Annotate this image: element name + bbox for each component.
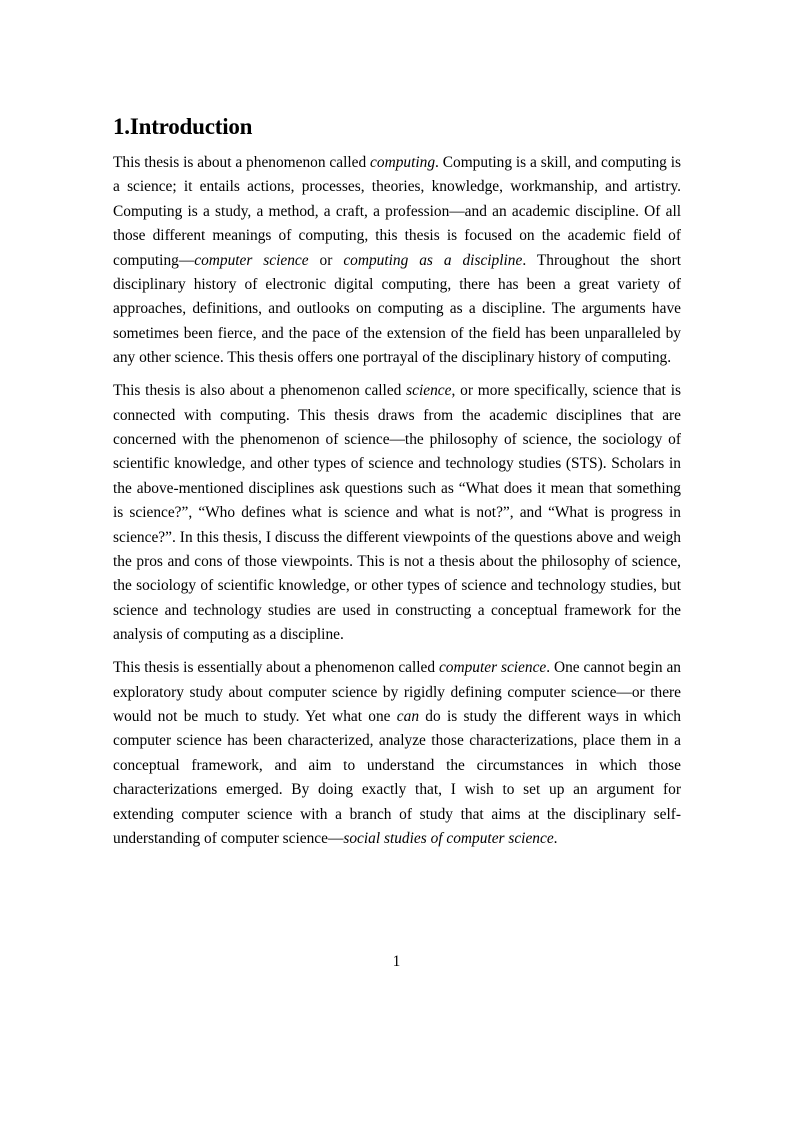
- text-segment: . One cannot begin an exploratory study about computer science by rigidly defining computer science—or there would not be much to study. Yet what one: [113, 659, 681, 725]
- page-body: [113, 113, 681, 860]
- text-segment: . Computing is a skill, and computing is a science; it entails actions, processes, theories, knowledge, workmanship, and artistry. Computing is a study, a method, a craft, a profession—and an academic discipline. Of all those different meanings of computing, this thesis is focused on the academic field of computing—: [113, 154, 682, 269]
- text-segment: or: [308, 251, 344, 269]
- text-segment: This thesis is also about a phenomenon called: [113, 382, 407, 400]
- italic-term: social studies of computer science: [343, 829, 554, 847]
- paragraph-computing: [113, 151, 681, 371]
- text-segment: . Throughout the short disciplinary history of electronic digital computing, there has been a great variety of approaches, definitions, and outlooks on computing as a discipline. The arguments have sometimes been fierce, and the pace of the extension of the field has been unparalleled by any other science. This thesis offers one portrayal of the disciplinary history of computing.: [113, 251, 681, 367]
- paragraph-science: [113, 379, 681, 647]
- text-segment: This thesis is essentially about a phenomenon called: [113, 659, 439, 677]
- text-segment: .: [553, 829, 558, 847]
- italic-term: computer science: [194, 251, 309, 269]
- italic-term: can: [396, 707, 420, 725]
- section-heading: 1.Introduction: [113, 114, 253, 139]
- text-segment: This thesis is about a phenomenon called: [113, 154, 371, 171]
- italic-term: science: [406, 382, 452, 400]
- paragraph-computer-science: [113, 656, 681, 851]
- italic-term: computing: [370, 154, 436, 171]
- page-number: 1: [392, 953, 401, 970]
- text-segment: do is study the different ways in which computer science has been characterized, analyze those characterizations, place them in a conceptual framework, and aim to understand the circumstances in which those characterizations emerged. By doing exactly that, I wish to set up an argument for extending computer science with a branch of study that aims at the disciplinary self-understanding of computer science—: [113, 707, 681, 847]
- italic-term: computing as a discipline: [343, 251, 523, 269]
- text-segment: , or more specifically, science that is connected with computing. This thesis draws from the academic disciplines that are concerned with the phenomenon of science—the philosophy of science, the sociology of scientific knowledge, and other types of science and technology studies (STS). Scholars in the above-mentioned disciplines ask questions such as “What does it mean that something is science?”, “Who defines what is science and what is not?”, and “What is progress in science?”. In this thesis, I discuss the different viewpoints of the questions above and weigh the pros and cons of those viewpoints. This is not a thesis about the philosophy of science, the sociology of scientific knowledge, or other types of science and technology studies, but science and technology studies are used in constructing a conceptual framework for the analysis of computing as a discipline.: [113, 382, 681, 644]
- italic-term: computer science: [438, 659, 547, 677]
